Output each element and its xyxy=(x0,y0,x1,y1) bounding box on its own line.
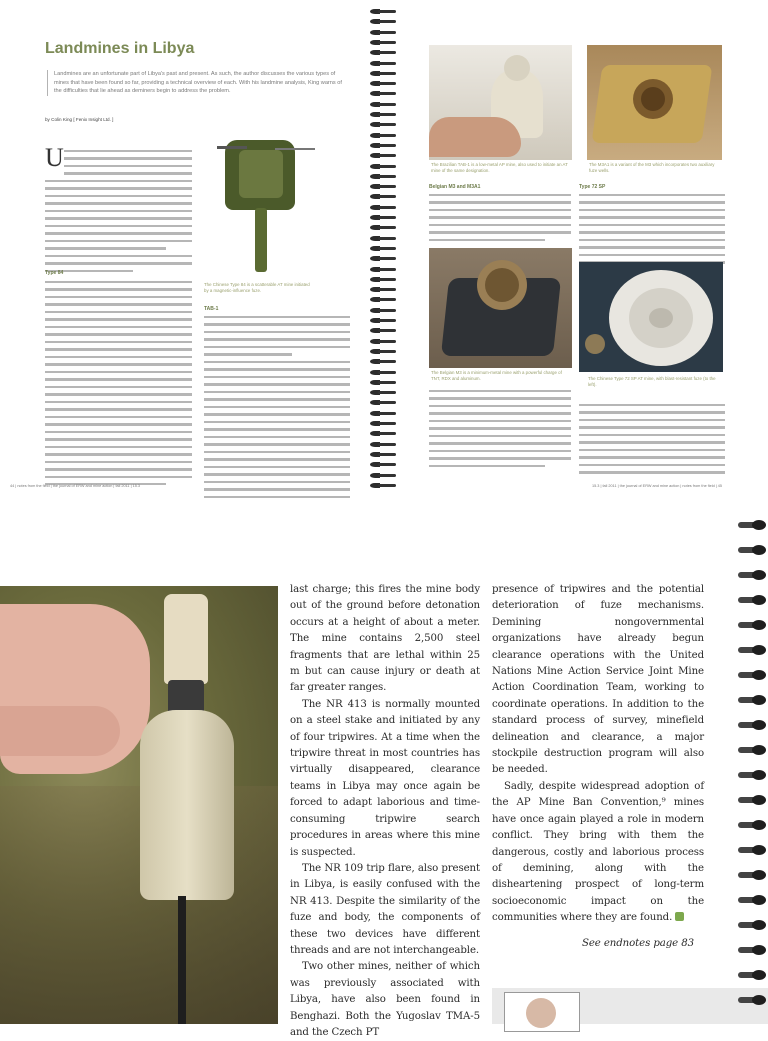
spiral-coil xyxy=(370,399,398,406)
spiral-binding-lower xyxy=(738,498,768,1024)
spiral-coil xyxy=(738,570,768,580)
spiral-coil xyxy=(370,90,398,97)
body-column-2 xyxy=(492,582,704,927)
paragraph: The NR 109 trip flare, also present in Libya, is easily confused with the NR 413. Despite the similarity of the fuze and body, the components of these two devices have different threads and are not interchangeable. xyxy=(290,862,480,956)
spiral-coil xyxy=(370,358,398,365)
caption-m3a1: The M3A1 is a variant of the M3 which incorporates two auxiliary fuze wells. xyxy=(589,162,715,173)
folio-left: 44 | notes from the field | the journal of ERW and mine action | fall 2011 | 15.3 xyxy=(10,484,141,488)
right-col1-bottom-text xyxy=(429,390,571,472)
spiral-coil xyxy=(370,49,398,56)
spiral-coil xyxy=(370,193,398,200)
spiral-coil xyxy=(370,286,398,293)
subhead-type72: Type 72 SP xyxy=(579,184,606,190)
spiral-coil xyxy=(738,645,768,655)
spiral-coil xyxy=(370,430,398,437)
spiral-coil xyxy=(738,895,768,905)
spiral-coil xyxy=(738,770,768,780)
spiral-coil xyxy=(370,296,398,303)
caption-tab1: The Brazilian TAB-1 is a low-metal AP mine, also used to initiate an AT mine of the same designation. xyxy=(431,162,568,173)
spiral-coil xyxy=(370,348,398,355)
spiral-coil xyxy=(738,845,768,855)
spiral-coil xyxy=(738,745,768,755)
spiral-coil xyxy=(370,338,398,345)
spiral-coil xyxy=(370,410,398,417)
spiral-coil xyxy=(738,545,768,555)
left-page xyxy=(0,0,366,498)
m3-mine-photo xyxy=(429,248,572,368)
caption-type72: The Chinese Type 72 SP AT mine, with blast-resistant fuze (to the left). xyxy=(588,376,716,387)
spiral-coil xyxy=(370,317,398,324)
nr413-mine-photo xyxy=(0,586,278,1024)
spiral-coil xyxy=(738,945,768,955)
spiral-coil xyxy=(738,995,768,1005)
drop-cap: U xyxy=(45,143,64,172)
spiral-coil xyxy=(370,80,398,87)
spiral-coil xyxy=(738,670,768,680)
spiral-coil xyxy=(738,695,768,705)
folio-right: 15.3 | fall 2011 | the journal of ERW and mine action | notes from the field | 45 xyxy=(592,484,723,488)
spiral-coil xyxy=(370,451,398,458)
endnotes-line xyxy=(492,936,704,952)
col1-type84-text xyxy=(45,281,192,491)
caption-type84: The Chinese Type 84 is a scatterable AT mine initiated by a magnetic-influence fuze. xyxy=(204,282,310,293)
spiral-coil xyxy=(370,327,398,334)
spiral-coil xyxy=(370,111,398,118)
paragraph: Two other mines, neither of which was previously associated with Libya, have also been found in Benghazi. Both the Yugoslav TMA-5 and the Czech PT xyxy=(290,961,480,1038)
spiral-coil xyxy=(370,276,398,283)
spiral-coil xyxy=(370,29,398,36)
tab1-mine-photo xyxy=(429,45,572,160)
article-title: Landmines in Libya xyxy=(45,40,195,57)
spiral-coil xyxy=(370,39,398,46)
spiral-coil xyxy=(370,235,398,242)
spiral-coil xyxy=(370,389,398,396)
col1-body-text xyxy=(45,180,192,277)
spiral-coil xyxy=(370,204,398,211)
type72-mine-photo xyxy=(579,262,723,372)
spiral-coil xyxy=(370,142,398,149)
spiral-binding xyxy=(366,0,402,498)
spiral-coil xyxy=(370,163,398,170)
spiral-coil xyxy=(370,132,398,139)
body-column-1 xyxy=(290,582,480,1041)
spiral-coil xyxy=(738,970,768,980)
subhead-tab1: TAB-1 xyxy=(204,306,219,312)
spiral-coil xyxy=(370,121,398,128)
spiral-coil xyxy=(370,173,398,180)
m3a1-mine-photo xyxy=(587,45,722,160)
paragraph: Sadly, despite widespread adoption of the AP Mine Ban Convention,⁹ mines have once again played a role in modern conflict. They bring with them the dangerous, costly and laborious process of demining, along with the disheartening prospect of long-term socioeconomic impact on the communities where they are found. xyxy=(492,780,704,924)
spiral-coil xyxy=(738,795,768,805)
author-photo-area xyxy=(492,988,768,1024)
spiral-coil xyxy=(370,255,398,262)
col2-body-text xyxy=(204,316,350,526)
spiral-coil xyxy=(370,101,398,108)
spiral-coil xyxy=(370,70,398,77)
endnotes-reference: See endnotes page 83 xyxy=(581,938,694,949)
spiral-coil xyxy=(738,820,768,830)
spiral-coil xyxy=(370,60,398,67)
spiral-coil xyxy=(738,870,768,880)
subhead-type84: Type 84 xyxy=(45,270,64,276)
spiral-coil xyxy=(738,620,768,630)
spiral-coil xyxy=(370,152,398,159)
type84-mine-photo xyxy=(215,132,320,280)
spiral-coil xyxy=(370,18,398,25)
spiral-coil xyxy=(738,920,768,930)
spiral-coil xyxy=(370,245,398,252)
caption-m3: The Belgian M3 is a minimum-metal mine with a powerful charge of TNT, RDX and aluminum. xyxy=(431,370,562,381)
paragraph: last charge; this fires the mine body out of the ground before detonation occurs at a height of about a meter. The mine contains 2,500 steel fragments that are lethal within 25 m but can cause injury or death at far greater ranges. xyxy=(290,584,480,694)
spiral-coil xyxy=(370,214,398,221)
spiral-coil xyxy=(370,472,398,479)
spiral-coil xyxy=(370,420,398,427)
spiral-coil xyxy=(738,520,768,530)
spiral-coil xyxy=(370,482,398,489)
spiral-coil xyxy=(738,720,768,730)
right-page xyxy=(402,0,768,498)
col1-top-text xyxy=(64,150,192,180)
article-intro: Landmines are an unfortunate part of Libya's past and present. As such, the author discusses the various types of mines that have been found so far, providing a technical overview of each. With his landmine analysis, King warns of the difficulties that lie ahead as deminers begin to address the problem. xyxy=(47,70,347,96)
byline: by Colin King [ Fenix Insight Ltd. ] xyxy=(45,117,114,122)
spiral-coil xyxy=(370,441,398,448)
paragraph: The NR 413 is normally mounted on a steel stake and initiated by any of four tripwires. At a time when the tripwire threat in most countries has virtually disappeared, clearance teams in Libya may once again be forced to adapt laborious and time-consuming tripwire search procedures in areas where this mine is suspected. xyxy=(290,698,480,858)
magazine-spread xyxy=(0,0,768,498)
spiral-coil xyxy=(370,379,398,386)
spiral-coil xyxy=(370,183,398,190)
spiral-coil xyxy=(738,595,768,605)
belgian-text xyxy=(429,194,571,246)
spiral-coil xyxy=(370,8,398,15)
spiral-coil xyxy=(370,461,398,468)
spiral-coil xyxy=(370,307,398,314)
spiral-coil xyxy=(370,369,398,376)
end-of-article-icon xyxy=(675,912,684,921)
spiral-coil xyxy=(370,266,398,273)
subhead-belgian: Belgian M3 and M3A1 xyxy=(429,184,481,190)
paragraph: presence of tripwires and the potential deterioration of fuze mechanisms. Demining nongovernmental organizations have already begun clearance operations with the United Nations Mine Action Service Joint Mine Action Coordination Team, working to coordinate operations. In addition to the standard process of survey, minefield delineation and clearance, a major stockpile destruction program will also be needed. xyxy=(492,584,704,776)
right-col2-bottom-text xyxy=(579,404,725,479)
spiral-coil xyxy=(370,224,398,231)
